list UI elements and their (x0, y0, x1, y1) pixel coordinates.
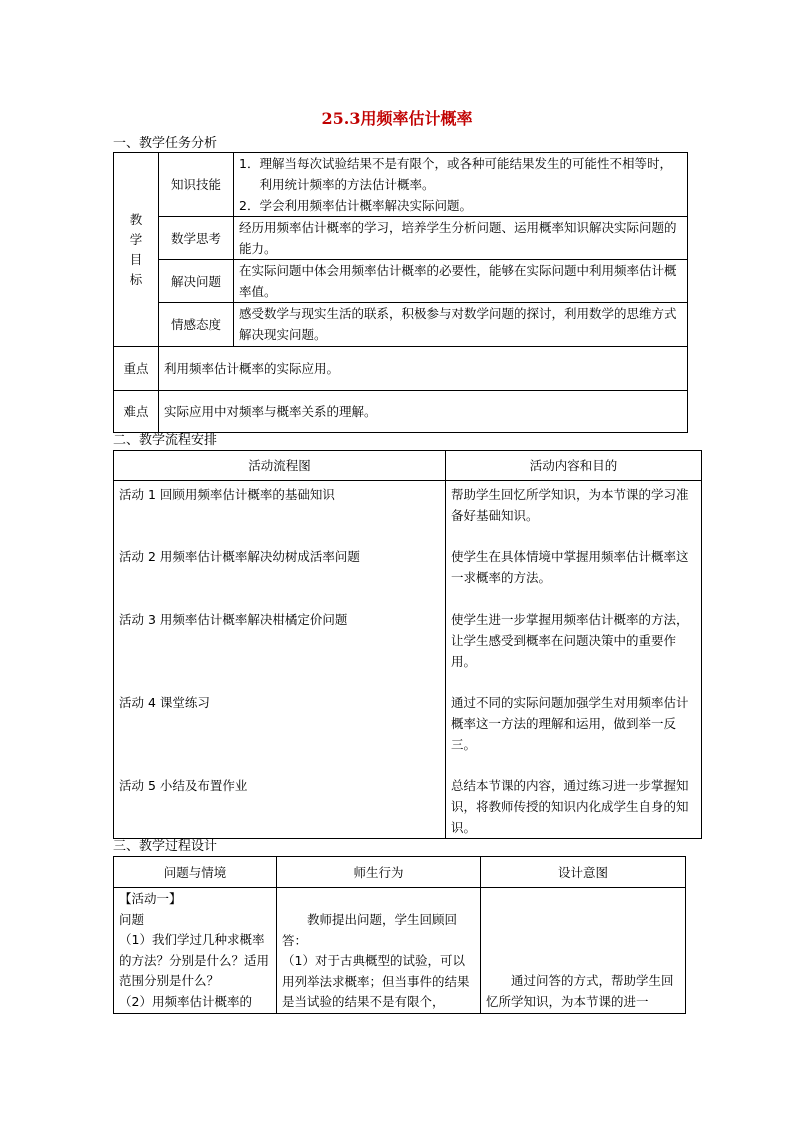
activity-5: 活动 5 小结及布置作业 (119, 778, 248, 793)
purpose-1: 帮助学生回忆所学知识，为本节课的学习准备好基础知识。 (451, 487, 689, 523)
key-point-content: 利用频率估计概率的实际应用。 (159, 347, 688, 391)
section-heading-task-analysis: 一、教学任务分析 (113, 136, 218, 151)
purpose-4: 通过不同的实际问题加强学生对用频率估计概率这一方法的理解和运用，做到举一反三。 (451, 695, 689, 752)
process-col-header-question: 问题与情境 (114, 857, 277, 888)
teacher-intro: 教师提出问题，学生回顾回答： (282, 912, 458, 948)
flow-col-header-purpose: 活动内容和目的 (446, 451, 702, 481)
knowledge-skills-content: 1． 理解当每次试验结果不是有限个，或各种可能结果发生的可能性不相等时，利用统计频率的方法估计概率。 2． 学会利用频率估计概率解决实际问题。 (234, 153, 688, 217)
teacher-student-behavior-cell (277, 888, 481, 1014)
design-intent-cell (481, 888, 686, 1014)
design-intent-text: 通过问答的方式，帮助学生回忆所学知识，为本节课的进一 (486, 973, 674, 1009)
activity-3: 活动 3 用频率估计概率解决柑橘定价问题 (119, 612, 348, 627)
activity-4: 活动 4 课堂练习 (119, 695, 210, 710)
flow-col-header-chart: 活动流程图 (114, 451, 446, 481)
problem-solving-content: 在实际问题中体会用频率估计概率的必要性，能够在实际问题中利用频率估计概率值。 (234, 260, 688, 303)
question-label: 问题 (119, 911, 145, 927)
row-label-attitude: 情感态度 (159, 303, 234, 347)
row-label-math-thinking: 数学思考 (159, 217, 234, 260)
teaching-goals-label: 教 学 目 标 (114, 153, 159, 347)
teaching-flow-table (113, 450, 702, 839)
document-title: 25.3用频率估计概率 (321, 109, 473, 128)
process-col-header-behavior: 师生行为 (277, 857, 481, 888)
row-label-problem-solving: 解决问题 (159, 260, 234, 303)
question-situation-cell (114, 888, 277, 1014)
difficulty-content: 实际应用中对频率与概率关系的理解。 (159, 391, 688, 433)
purpose-2: 使学生在具体情境中掌握用频率估计概率这一求概率的方法。 (451, 549, 689, 585)
purpose-5: 总结本节课的内容，通过练习进一步掌握知识，将教师传授的知识内化成学生自身的知识。 (451, 778, 689, 835)
math-thinking-content: 经历用频率估计概率的学习，培养学生分析问题、运用概率知识解决实际问题的能力。 (234, 217, 688, 260)
activity-purpose-list (446, 481, 702, 839)
section-heading-process: 三、教学过程设计 (113, 839, 218, 854)
task-analysis-table (113, 152, 688, 433)
activity-2: 活动 2 用频率估计概率解决幼树成活率问题 (119, 549, 360, 564)
activity-flow-list (114, 481, 446, 839)
question-1: （1）我们学过几种求概率的方法？分别是什么？适用范围分别是什么？ (119, 932, 270, 988)
process-col-header-intent: 设计意图 (481, 857, 686, 888)
process-design-table (113, 856, 686, 1014)
section-heading-flow: 二、教学流程安排 (113, 433, 218, 448)
row-label-knowledge: 知识技能 (159, 153, 234, 217)
teacher-answer-1: （1）对于古典概型的试验，可以用列举法求概率；但当事件的结果是当试验的结果不是有限个， (282, 953, 470, 1009)
purpose-3: 使学生进一步掌握用频率估计概率的方法，让学生感受到概率在问题决策中的重要作用。 (451, 612, 689, 669)
attitude-content: 感受数学与现实生活的联系，积极参与对数学问题的探讨，利用数学的思维方式解决现实问题。 (234, 303, 688, 347)
activity-1: 活动 1 回顾用频率估计概率的基础知识 (119, 487, 335, 502)
difficulty-label: 难点 (114, 391, 159, 433)
key-point-label: 重点 (114, 347, 159, 391)
activity-one-title: 【活动一】 (119, 891, 182, 906)
question-2: （2）用频率估计概率的 (119, 993, 252, 1009)
